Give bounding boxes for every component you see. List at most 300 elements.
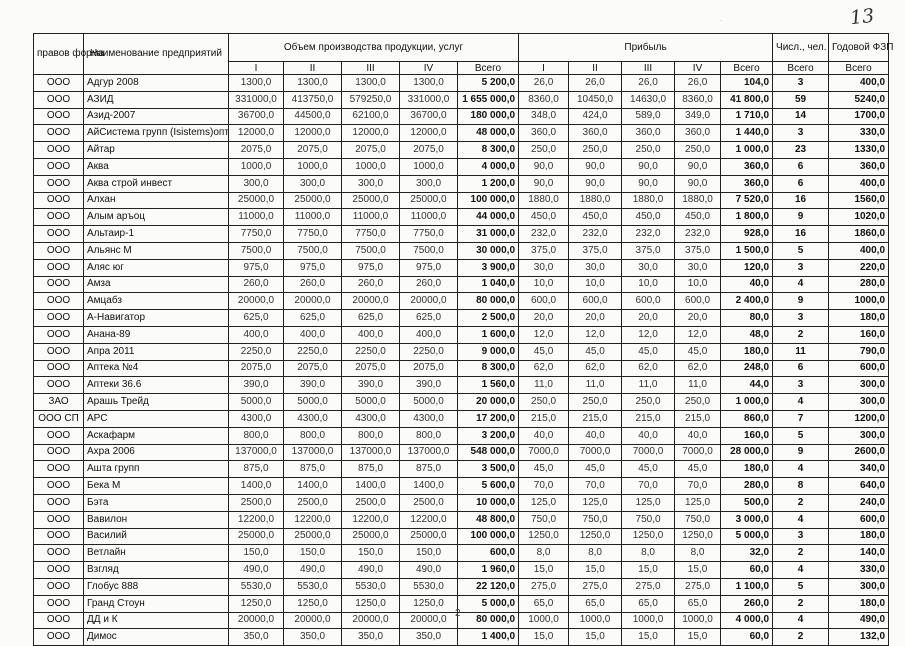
prod-q3-cell: 25000,0 xyxy=(342,192,400,209)
profit-q3-cell: 600,0 xyxy=(622,293,675,310)
profit-total-cell: 28 000,0 xyxy=(721,444,773,461)
headcount-cell: 8 xyxy=(773,478,829,495)
table-body xyxy=(34,75,889,646)
legal-form-cell: ООО xyxy=(34,578,84,595)
prod-total-cell: 22 120,0 xyxy=(458,578,519,595)
headcount-cell: 2 xyxy=(773,595,829,612)
headcount-cell: 6 xyxy=(773,175,829,192)
prod-q3-cell: 7750,0 xyxy=(342,226,400,243)
prod-total-cell: 48 000,0 xyxy=(458,125,519,142)
prod-q1-cell: 20000,0 xyxy=(229,612,284,629)
prod-q3-cell: 1250,0 xyxy=(342,595,400,612)
payroll-cell: 400,0 xyxy=(829,175,889,192)
prod-q3-cell: 2250,0 xyxy=(342,343,400,360)
header-prod-q2: II xyxy=(284,62,342,75)
headcount-cell: 3 xyxy=(773,310,829,327)
table-row xyxy=(34,562,889,579)
company-name-cell: Альянс М xyxy=(84,242,229,259)
profit-q1-cell: 250,0 xyxy=(519,142,569,159)
prod-total-cell: 20 000,0 xyxy=(458,394,519,411)
prod-q4-cell: 260,0 xyxy=(400,276,458,293)
company-name-cell: Бэта xyxy=(84,494,229,511)
profit-q2-cell: 750,0 xyxy=(569,511,622,528)
prod-q1-cell: 1400,0 xyxy=(229,478,284,495)
prod-total-cell: 1 200,0 xyxy=(458,175,519,192)
profit-total-cell: 180,0 xyxy=(721,461,773,478)
profit-q3-cell: 45,0 xyxy=(622,461,675,478)
table-row xyxy=(34,75,889,92)
profit-q1-cell: 215,0 xyxy=(519,410,569,427)
profit-q1-cell: 62,0 xyxy=(519,360,569,377)
prod-q4-cell: 390,0 xyxy=(400,377,458,394)
profit-total-cell: 3 000,0 xyxy=(721,511,773,528)
prod-q3-cell: 7500,0 xyxy=(342,242,400,259)
prod-q2-cell: 2075,0 xyxy=(284,360,342,377)
legal-form-cell: ООО xyxy=(34,612,84,629)
prod-q3-cell: 12200,0 xyxy=(342,511,400,528)
legal-form-cell: ООО xyxy=(34,595,84,612)
prod-q1-cell: 7500,0 xyxy=(229,242,284,259)
payroll-cell: 132,0 xyxy=(829,629,889,646)
prod-q3-cell: 350,0 xyxy=(342,629,400,646)
prod-q4-cell: 875,0 xyxy=(400,461,458,478)
payroll-cell: 360,0 xyxy=(829,158,889,175)
profit-q2-cell: 45,0 xyxy=(569,461,622,478)
prod-q4-cell: 400,0 xyxy=(400,326,458,343)
payroll-cell: 340,0 xyxy=(829,461,889,478)
profit-q2-cell: 450,0 xyxy=(569,209,622,226)
profit-q3-cell: 12,0 xyxy=(622,326,675,343)
prod-q1-cell: 1300,0 xyxy=(229,75,284,92)
prod-q2-cell: 800,0 xyxy=(284,427,342,444)
profit-q4-cell: 15,0 xyxy=(675,562,721,579)
company-name-cell: Бека М xyxy=(84,478,229,495)
profit-q4-cell: 62,0 xyxy=(675,360,721,377)
prod-total-cell: 1 655 000,0 xyxy=(458,91,519,108)
payroll-cell: 280,0 xyxy=(829,276,889,293)
profit-q3-cell: 8,0 xyxy=(622,545,675,562)
profit-total-cell: 120,0 xyxy=(721,259,773,276)
prod-q2-cell: 12000,0 xyxy=(284,125,342,142)
company-name-cell: АЗИД xyxy=(84,91,229,108)
prod-q1-cell: 975,0 xyxy=(229,259,284,276)
company-name-cell: Альтаир-1 xyxy=(84,226,229,243)
profit-q4-cell: 375,0 xyxy=(675,242,721,259)
company-name-cell: Ашта групп xyxy=(84,461,229,478)
header-profit-q4: IV xyxy=(675,62,721,75)
profit-total-cell: 44,0 xyxy=(721,377,773,394)
prod-q1-cell: 20000,0 xyxy=(229,293,284,310)
profit-q3-cell: 250,0 xyxy=(622,394,675,411)
payroll-cell: 1700,0 xyxy=(829,108,889,125)
profit-q3-cell: 40,0 xyxy=(622,427,675,444)
payroll-cell: 400,0 xyxy=(829,242,889,259)
payroll-cell: 790,0 xyxy=(829,343,889,360)
prod-q3-cell: 20000,0 xyxy=(342,293,400,310)
profit-q4-cell: 1880,0 xyxy=(675,192,721,209)
company-name-cell: Аляс юг xyxy=(84,259,229,276)
prod-q4-cell: 4300,0 xyxy=(400,410,458,427)
table-row xyxy=(34,192,889,209)
payroll-cell: 180,0 xyxy=(829,310,889,327)
profit-q4-cell: 90,0 xyxy=(675,175,721,192)
table-row xyxy=(34,545,889,562)
prod-total-cell: 1 400,0 xyxy=(458,629,519,646)
prod-q1-cell: 5000,0 xyxy=(229,394,284,411)
payroll-cell: 300,0 xyxy=(829,377,889,394)
prod-q2-cell: 1400,0 xyxy=(284,478,342,495)
prod-total-cell: 1 040,0 xyxy=(458,276,519,293)
company-name-cell: Гранд Стоун xyxy=(84,595,229,612)
payroll-cell: 300,0 xyxy=(829,427,889,444)
legal-form-cell: ООО xyxy=(34,310,84,327)
table-row xyxy=(34,494,889,511)
prod-q4-cell: 12200,0 xyxy=(400,511,458,528)
prod-q2-cell: 12200,0 xyxy=(284,511,342,528)
profit-q2-cell: 1250,0 xyxy=(569,528,622,545)
company-name-cell: Аптека №4 xyxy=(84,360,229,377)
prod-q2-cell: 5530,0 xyxy=(284,578,342,595)
payroll-cell: 300,0 xyxy=(829,394,889,411)
profit-q1-cell: 1000,0 xyxy=(519,612,569,629)
prod-q3-cell: 1300,0 xyxy=(342,75,400,92)
prod-q1-cell: 331000,0 xyxy=(229,91,284,108)
profit-q1-cell: 375,0 xyxy=(519,242,569,259)
prod-q1-cell: 25000,0 xyxy=(229,192,284,209)
page-number: 2 xyxy=(455,608,461,619)
headcount-cell: 9 xyxy=(773,444,829,461)
company-name-cell: Амза xyxy=(84,276,229,293)
legal-form-cell: ООО xyxy=(34,293,84,310)
stray-mark: ˙ xyxy=(720,19,723,28)
header-profit-q1: I xyxy=(519,62,569,75)
profit-q4-cell: 125,0 xyxy=(675,494,721,511)
prod-q3-cell: 137000,0 xyxy=(342,444,400,461)
profit-q4-cell: 360,0 xyxy=(675,125,721,142)
prod-total-cell: 5 600,0 xyxy=(458,478,519,495)
headcount-cell: 11 xyxy=(773,343,829,360)
prod-q4-cell: 1250,0 xyxy=(400,595,458,612)
company-name-cell: Аква xyxy=(84,158,229,175)
company-name-cell: Апра 2011 xyxy=(84,343,229,360)
headcount-cell: 9 xyxy=(773,209,829,226)
prod-q4-cell: 1300,0 xyxy=(400,75,458,92)
prod-q3-cell: 11000,0 xyxy=(342,209,400,226)
legal-form-cell: ООО xyxy=(34,343,84,360)
prod-q1-cell: 2075,0 xyxy=(229,360,284,377)
table-row xyxy=(34,276,889,293)
prod-total-cell: 3 900,0 xyxy=(458,259,519,276)
profit-q3-cell: 1250,0 xyxy=(622,528,675,545)
payroll-cell: 330,0 xyxy=(829,125,889,142)
prod-q1-cell: 390,0 xyxy=(229,377,284,394)
headcount-cell: 3 xyxy=(773,125,829,142)
legal-form-cell: ООО xyxy=(34,562,84,579)
table-row xyxy=(34,226,889,243)
profit-total-cell: 360,0 xyxy=(721,158,773,175)
table-row xyxy=(34,629,889,646)
table-row xyxy=(34,578,889,595)
profit-q4-cell: 15,0 xyxy=(675,629,721,646)
legal-form-cell: ООО xyxy=(34,545,84,562)
prod-q3-cell: 12000,0 xyxy=(342,125,400,142)
profit-q4-cell: 8,0 xyxy=(675,545,721,562)
profit-q3-cell: 90,0 xyxy=(622,158,675,175)
profit-q3-cell: 215,0 xyxy=(622,410,675,427)
legal-form-cell: ООО xyxy=(34,629,84,646)
prod-q4-cell: 300,0 xyxy=(400,175,458,192)
legal-form-cell: ООО xyxy=(34,360,84,377)
prod-q1-cell: 25000,0 xyxy=(229,528,284,545)
payroll-cell: 640,0 xyxy=(829,478,889,495)
prod-q3-cell: 490,0 xyxy=(342,562,400,579)
profit-q2-cell: 90,0 xyxy=(569,158,622,175)
prod-total-cell: 4 000,0 xyxy=(458,158,519,175)
profit-total-cell: 4 000,0 xyxy=(721,612,773,629)
profit-q1-cell: 12,0 xyxy=(519,326,569,343)
legal-form-cell: ООО xyxy=(34,276,84,293)
headcount-cell: 16 xyxy=(773,192,829,209)
profit-total-cell: 104,0 xyxy=(721,75,773,92)
profit-q4-cell: 250,0 xyxy=(675,142,721,159)
profit-q4-cell: 40,0 xyxy=(675,427,721,444)
table-row xyxy=(34,108,889,125)
profit-q1-cell: 15,0 xyxy=(519,562,569,579)
profit-q2-cell: 10450,0 xyxy=(569,91,622,108)
table-row xyxy=(34,209,889,226)
profit-q3-cell: 30,0 xyxy=(622,259,675,276)
prod-q4-cell: 25000,0 xyxy=(400,528,458,545)
prod-q1-cell: 2075,0 xyxy=(229,142,284,159)
profit-q1-cell: 750,0 xyxy=(519,511,569,528)
profit-total-cell: 248,0 xyxy=(721,360,773,377)
profit-q4-cell: 7000,0 xyxy=(675,444,721,461)
profit-q3-cell: 360,0 xyxy=(622,125,675,142)
prod-total-cell: 3 500,0 xyxy=(458,461,519,478)
legal-form-cell: ООО xyxy=(34,461,84,478)
legal-form-cell: ООО xyxy=(34,91,84,108)
header-headcount-total: Всего xyxy=(773,62,829,75)
prod-q2-cell: 300,0 xyxy=(284,175,342,192)
profit-total-cell: 500,0 xyxy=(721,494,773,511)
table-row xyxy=(34,343,889,360)
headcount-cell: 5 xyxy=(773,242,829,259)
table-row xyxy=(34,377,889,394)
prod-q1-cell: 490,0 xyxy=(229,562,284,579)
headcount-cell: 3 xyxy=(773,75,829,92)
profit-q2-cell: 70,0 xyxy=(569,478,622,495)
prod-q2-cell: 11000,0 xyxy=(284,209,342,226)
prod-total-cell: 5 000,0 xyxy=(458,595,519,612)
profit-q4-cell: 45,0 xyxy=(675,461,721,478)
legal-form-cell: ЗАО xyxy=(34,394,84,411)
table-row xyxy=(34,158,889,175)
prod-q2-cell: 2075,0 xyxy=(284,142,342,159)
profit-q1-cell: 90,0 xyxy=(519,175,569,192)
payroll-cell: 140,0 xyxy=(829,545,889,562)
prod-q3-cell: 400,0 xyxy=(342,326,400,343)
headcount-cell: 2 xyxy=(773,494,829,511)
prod-q4-cell: 800,0 xyxy=(400,427,458,444)
prod-q4-cell: 11000,0 xyxy=(400,209,458,226)
prod-q4-cell: 20000,0 xyxy=(400,293,458,310)
prod-total-cell: 80 000,0 xyxy=(458,293,519,310)
profit-q1-cell: 7000,0 xyxy=(519,444,569,461)
payroll-cell: 2600,0 xyxy=(829,444,889,461)
profit-total-cell: 180,0 xyxy=(721,343,773,360)
payroll-cell: 1020,0 xyxy=(829,209,889,226)
prod-q4-cell: 975,0 xyxy=(400,259,458,276)
headcount-cell: 59 xyxy=(773,91,829,108)
company-name-cell: Димос xyxy=(84,629,229,646)
table-row xyxy=(34,293,889,310)
header-profit-q2: II xyxy=(569,62,622,75)
prod-q1-cell: 12200,0 xyxy=(229,511,284,528)
profit-q4-cell: 12,0 xyxy=(675,326,721,343)
legal-form-cell: ООО xyxy=(34,326,84,343)
prod-q4-cell: 2075,0 xyxy=(400,360,458,377)
table-row xyxy=(34,259,889,276)
company-name-cell: А-Навигатор xyxy=(84,310,229,327)
profit-q4-cell: 349,0 xyxy=(675,108,721,125)
prod-q3-cell: 2500,0 xyxy=(342,494,400,511)
company-name-cell: АРС xyxy=(84,410,229,427)
prod-q3-cell: 5000,0 xyxy=(342,394,400,411)
prod-q2-cell: 25000,0 xyxy=(284,528,342,545)
prod-q1-cell: 12000,0 xyxy=(229,125,284,142)
prod-total-cell: 1 560,0 xyxy=(458,377,519,394)
legal-form-cell: ООО xyxy=(34,444,84,461)
profit-total-cell: 360,0 xyxy=(721,175,773,192)
table-row xyxy=(34,125,889,142)
company-name-cell: Аскафарм xyxy=(84,427,229,444)
company-name-cell: ДД и К xyxy=(84,612,229,629)
profit-q4-cell: 90,0 xyxy=(675,158,721,175)
profit-q4-cell: 275,0 xyxy=(675,578,721,595)
profit-total-cell: 7 520,0 xyxy=(721,192,773,209)
profit-q2-cell: 424,0 xyxy=(569,108,622,125)
prod-q4-cell: 1400,0 xyxy=(400,478,458,495)
profit-q3-cell: 26,0 xyxy=(622,75,675,92)
profit-q1-cell: 90,0 xyxy=(519,158,569,175)
prod-q1-cell: 137000,0 xyxy=(229,444,284,461)
prod-q2-cell: 20000,0 xyxy=(284,293,342,310)
profit-total-cell: 60,0 xyxy=(721,629,773,646)
profit-q1-cell: 8,0 xyxy=(519,545,569,562)
payroll-cell: 1860,0 xyxy=(829,226,889,243)
prod-total-cell: 30 000,0 xyxy=(458,242,519,259)
profit-q2-cell: 360,0 xyxy=(569,125,622,142)
company-name-cell: Аптеки 36.6 xyxy=(84,377,229,394)
profit-q1-cell: 125,0 xyxy=(519,494,569,511)
profit-q2-cell: 232,0 xyxy=(569,226,622,243)
header-prod-q3: III xyxy=(342,62,400,75)
headcount-cell: 3 xyxy=(773,377,829,394)
company-name-cell: Алым аръоц xyxy=(84,209,229,226)
legal-form-cell: ООО xyxy=(34,142,84,159)
headcount-cell: 9 xyxy=(773,293,829,310)
headcount-cell: 2 xyxy=(773,326,829,343)
legal-form-cell: ООО xyxy=(34,226,84,243)
legal-form-cell: ООО xyxy=(34,528,84,545)
profit-q4-cell: 600,0 xyxy=(675,293,721,310)
profit-q2-cell: 125,0 xyxy=(569,494,622,511)
profit-q4-cell: 11,0 xyxy=(675,377,721,394)
profit-q2-cell: 10,0 xyxy=(569,276,622,293)
profit-q2-cell: 15,0 xyxy=(569,629,622,646)
payroll-cell: 180,0 xyxy=(829,528,889,545)
payroll-cell: 5240,0 xyxy=(829,91,889,108)
table-row xyxy=(34,427,889,444)
prod-q2-cell: 2500,0 xyxy=(284,494,342,511)
payroll-cell: 300,0 xyxy=(829,578,889,595)
header-production: Объем производства продукции, услуг xyxy=(229,34,519,62)
prod-q3-cell: 300,0 xyxy=(342,175,400,192)
profit-q1-cell: 26,0 xyxy=(519,75,569,92)
prod-total-cell: 48 800,0 xyxy=(458,511,519,528)
headcount-cell: 4 xyxy=(773,511,829,528)
profit-q4-cell: 232,0 xyxy=(675,226,721,243)
prod-total-cell: 548 000,0 xyxy=(458,444,519,461)
profit-q3-cell: 125,0 xyxy=(622,494,675,511)
profit-q2-cell: 275,0 xyxy=(569,578,622,595)
prod-q2-cell: 137000,0 xyxy=(284,444,342,461)
payroll-cell: 1560,0 xyxy=(829,192,889,209)
table-row xyxy=(34,595,889,612)
profit-total-cell: 40,0 xyxy=(721,276,773,293)
header-prod-q4: IV xyxy=(400,62,458,75)
prod-q1-cell: 300,0 xyxy=(229,175,284,192)
prod-q2-cell: 25000,0 xyxy=(284,192,342,209)
prod-q2-cell: 975,0 xyxy=(284,259,342,276)
prod-q1-cell: 7750,0 xyxy=(229,226,284,243)
table-row xyxy=(34,394,889,411)
prod-total-cell: 17 200,0 xyxy=(458,410,519,427)
prod-q4-cell: 350,0 xyxy=(400,629,458,646)
table-row xyxy=(34,410,889,427)
profit-q1-cell: 450,0 xyxy=(519,209,569,226)
prod-q3-cell: 800,0 xyxy=(342,427,400,444)
prod-q3-cell: 260,0 xyxy=(342,276,400,293)
profit-q4-cell: 10,0 xyxy=(675,276,721,293)
profit-q2-cell: 8,0 xyxy=(569,545,622,562)
profit-q4-cell: 450,0 xyxy=(675,209,721,226)
header-payroll: Годовой ФЗП xyxy=(829,34,889,62)
prod-q4-cell: 137000,0 xyxy=(400,444,458,461)
profit-q1-cell: 15,0 xyxy=(519,629,569,646)
profit-q1-cell: 45,0 xyxy=(519,461,569,478)
prod-q1-cell: 4300,0 xyxy=(229,410,284,427)
table-row xyxy=(34,310,889,327)
company-name-cell: Аква строй инвест xyxy=(84,175,229,192)
header-legal-form: правов форма xyxy=(34,34,84,75)
legal-form-cell: ООО xyxy=(34,377,84,394)
prod-q2-cell: 260,0 xyxy=(284,276,342,293)
prod-total-cell: 100 000,0 xyxy=(458,192,519,209)
profit-q1-cell: 70,0 xyxy=(519,478,569,495)
company-name-cell: Анана-89 xyxy=(84,326,229,343)
legal-form-cell: ООО xyxy=(34,242,84,259)
table-row xyxy=(34,478,889,495)
profit-q3-cell: 20,0 xyxy=(622,310,675,327)
profit-total-cell: 1 500,0 xyxy=(721,242,773,259)
company-name-cell: Ветлайн xyxy=(84,545,229,562)
headcount-cell: 23 xyxy=(773,142,829,159)
prod-q1-cell: 11000,0 xyxy=(229,209,284,226)
prod-q1-cell: 260,0 xyxy=(229,276,284,293)
profit-q2-cell: 20,0 xyxy=(569,310,622,327)
company-name-cell: Глобус 888 xyxy=(84,578,229,595)
